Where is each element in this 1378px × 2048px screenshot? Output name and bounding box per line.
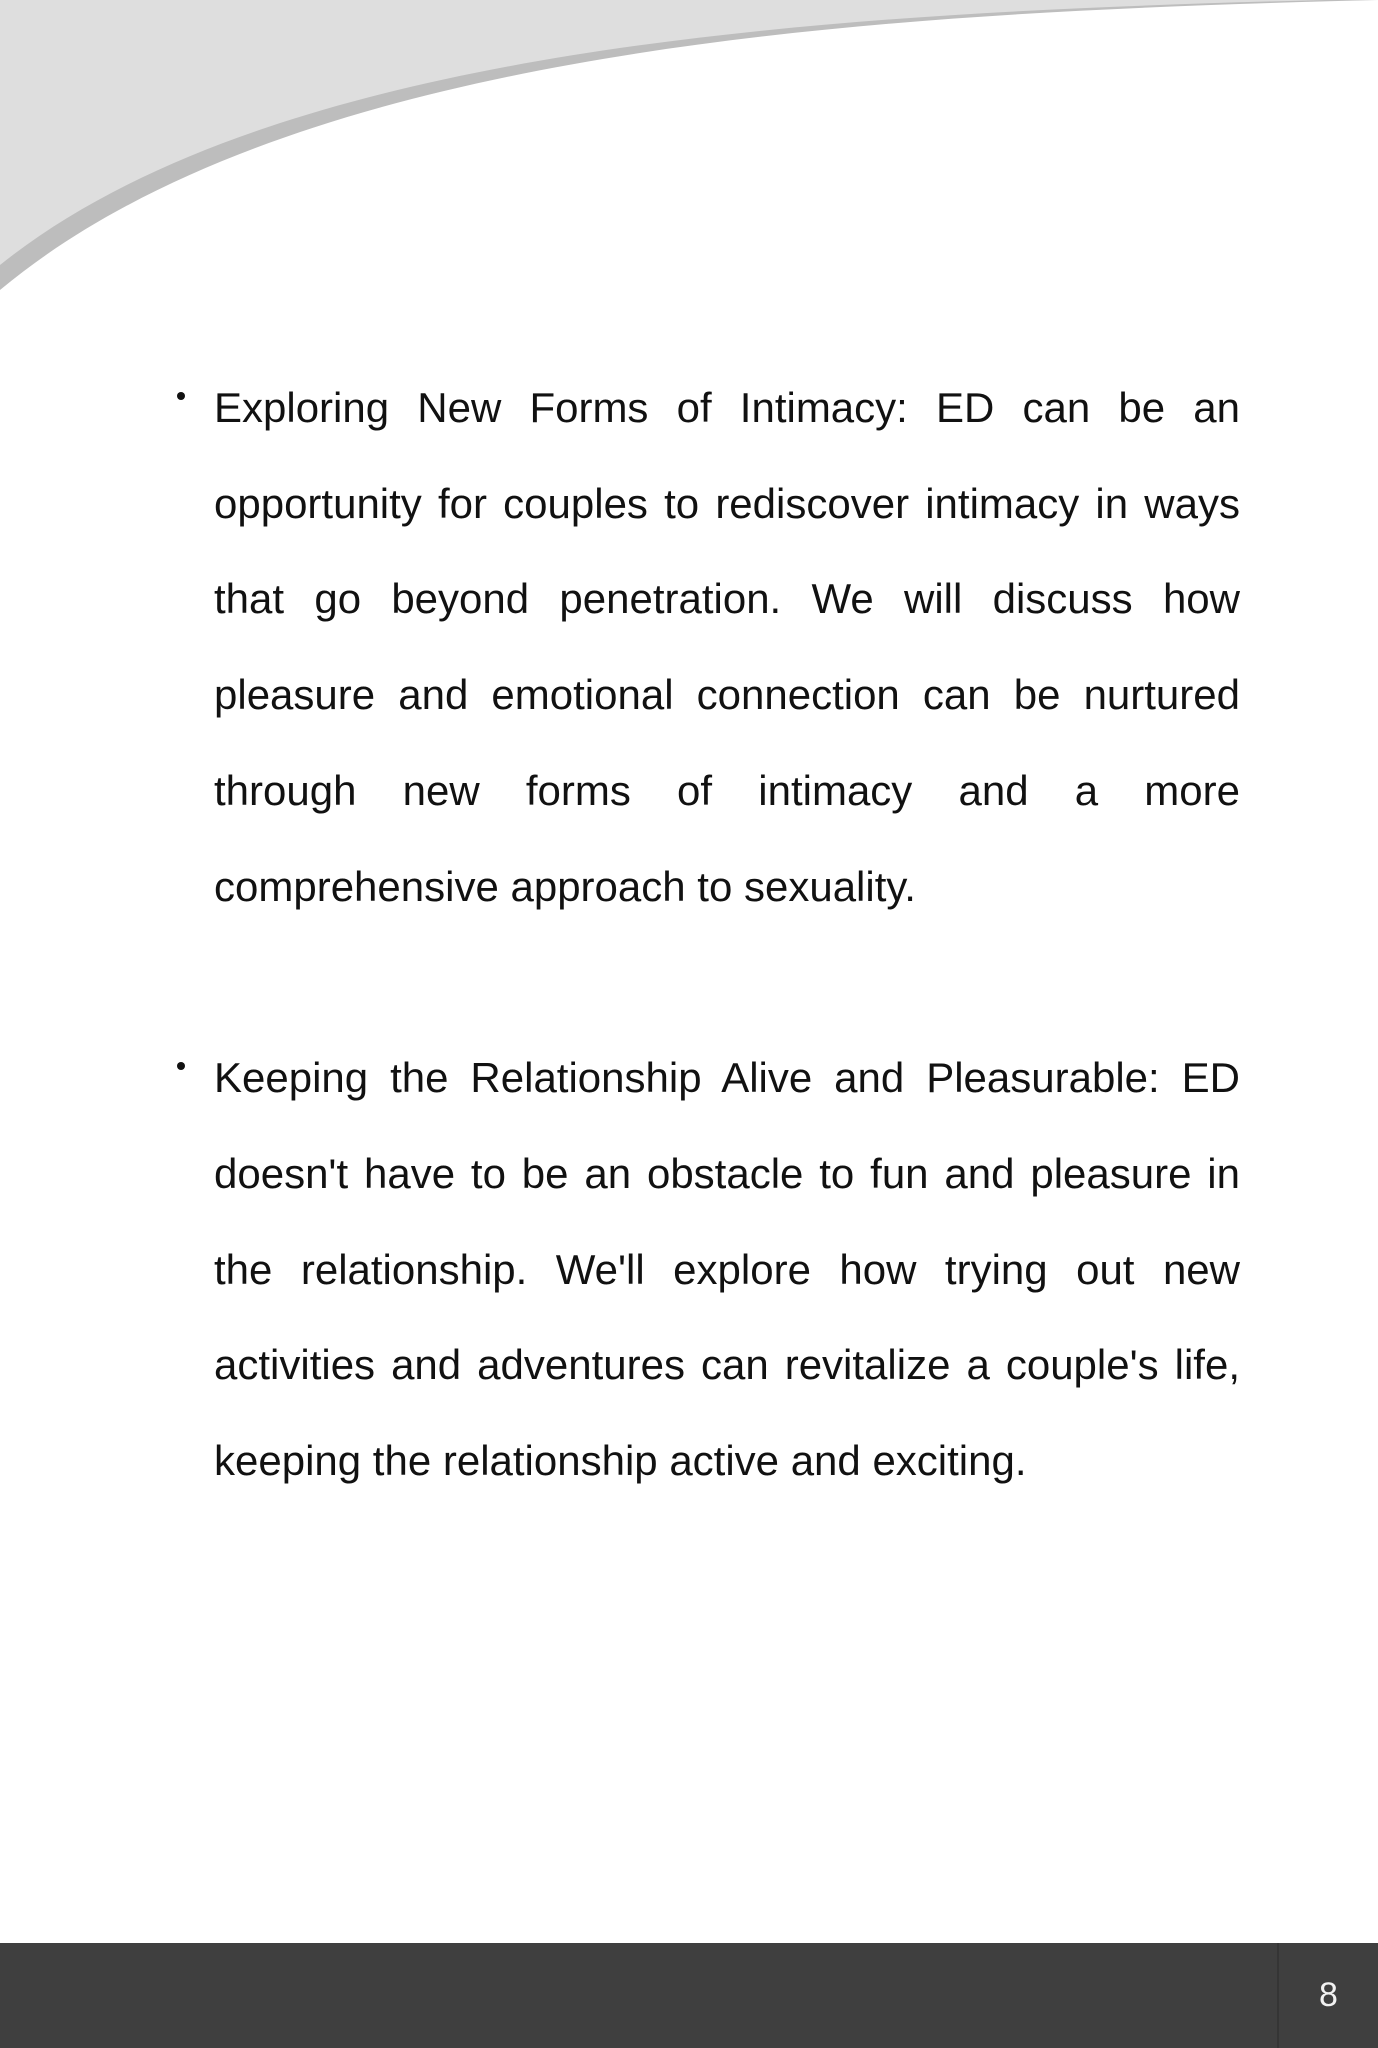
bullet-list xyxy=(170,360,1240,1509)
bullet-point-icon xyxy=(177,1062,185,1070)
document-body xyxy=(170,360,1240,1605)
header-curve-fill xyxy=(0,0,1325,265)
page-footer xyxy=(0,1943,1378,2048)
page-number: 8 xyxy=(1319,1976,1338,2014)
header-curve-decoration xyxy=(0,0,1378,300)
bullet-item-new-forms-of-intimacy xyxy=(170,360,1240,934)
bullet-text: Exploring New Forms of Intimacy: ED can be an opportunity for couples to rediscover intimacy in ways that go beyond penetration. We will discuss how pleasure and emotional connection can be nurtured through new forms of intimacy and a more comprehensive approach to sexuality. xyxy=(214,384,1240,910)
bullet-item-keeping-relationship-alive xyxy=(170,1030,1240,1509)
bullet-point-icon xyxy=(177,392,185,400)
bullet-text: Keeping the Relationship Alive and Pleasurable: ED doesn't have to be an obstacle to fun and pleasure in the relationship. We'll explore how trying out new activities and adventures can revitalize a couple's life, keeping the relationship active and exciting. xyxy=(214,1054,1240,1485)
